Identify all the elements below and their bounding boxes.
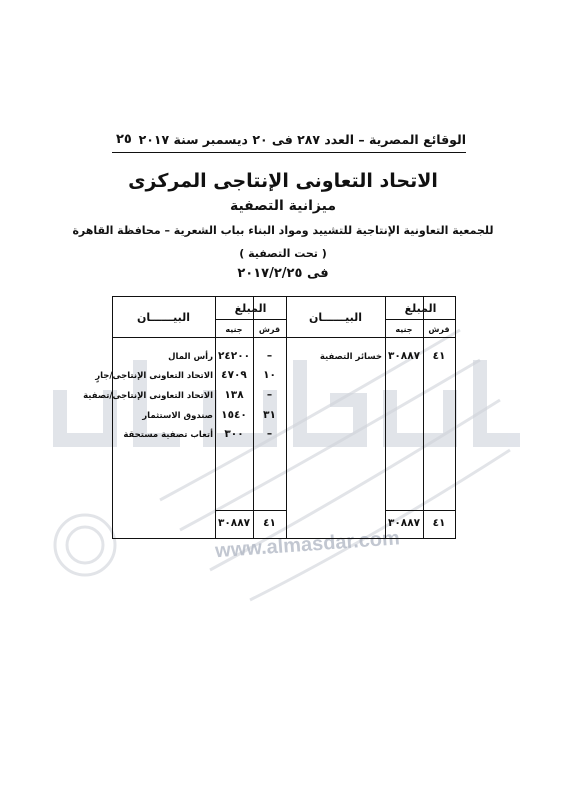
balance-table [83,296,456,539]
document-date: فى ٢٠١٧/٢/٢٥ [237,266,329,281]
right-pound-header: جنيه [395,325,413,334]
left-total-pound: ٣٠٨٨٧ [217,517,251,529]
page-number: ٢٥ [116,132,132,147]
document-title: الاتحاد التعاونى الإنتاجى المركزى [128,170,438,192]
left-amount-header: المبلغ [234,302,267,315]
left-row-pound: ٢٤٢٠٠ [217,350,251,362]
left-row-piaster: ١٠ [263,369,276,381]
left-piaster-header: قرش [258,325,281,334]
document-subtitle: ميزانية التصفية [229,198,337,214]
left-row-piaster: – [266,389,273,401]
left-row-statement: صندوق الاستثمار [142,411,213,421]
left-row-piaster: ٣١ [263,409,276,421]
left-row-statement: رأس المال [168,352,213,362]
right-total-piaster: ٤١ [432,517,446,529]
document-status: ( تحت التصفية ) [239,247,327,260]
left-row-pound: ٤٧٠٩ [221,369,247,381]
left-row-pound: ٣٠٠ [224,428,244,440]
left-row-piaster: – [266,428,273,440]
document-description: للجمعية التعاونية الإنتاجية للتشييد ومواد البناء بباب الشعرية – محافظة القاهرة [72,224,494,237]
right-total-pound: ٣٠٨٨٧ [387,517,421,529]
left-row-pound: ١٣٨ [224,389,244,401]
right-row-statement: خسائر التصفية [319,352,382,362]
left-row-piaster: – [266,350,273,362]
header-text: الوقائع المصرية – العدد ٢٨٧ فى ٢٠ ديسمبر سنة ٢٠١٧ [138,132,466,147]
right-row-pound: ٣٠٨٨٧ [387,350,421,362]
right-amount-header: المبلغ [404,302,437,315]
running-header [112,132,466,153]
right-statement-header: البيــــــان [309,311,362,324]
right-row-piaster: ٤١ [432,350,446,362]
watermark-url: www.almasdar.com [214,527,401,563]
right-piaster-header: قرش [428,325,450,334]
left-row-statement: الاتحاد التعاونى الإنتاجى/تصفية [83,391,213,401]
left-statement-header: البيــــــان [137,311,190,324]
left-pound-header: جنيه [225,325,243,334]
left-row-pound: ١٥٤٠ [221,409,247,421]
left-row-statement: أتعاب تصفية مستحقة [123,430,213,440]
left-total-piaster: ٤١ [263,517,276,529]
left-row-statement: الاتحاد التعاونى الإنتاجى/جارٍ [95,371,213,381]
